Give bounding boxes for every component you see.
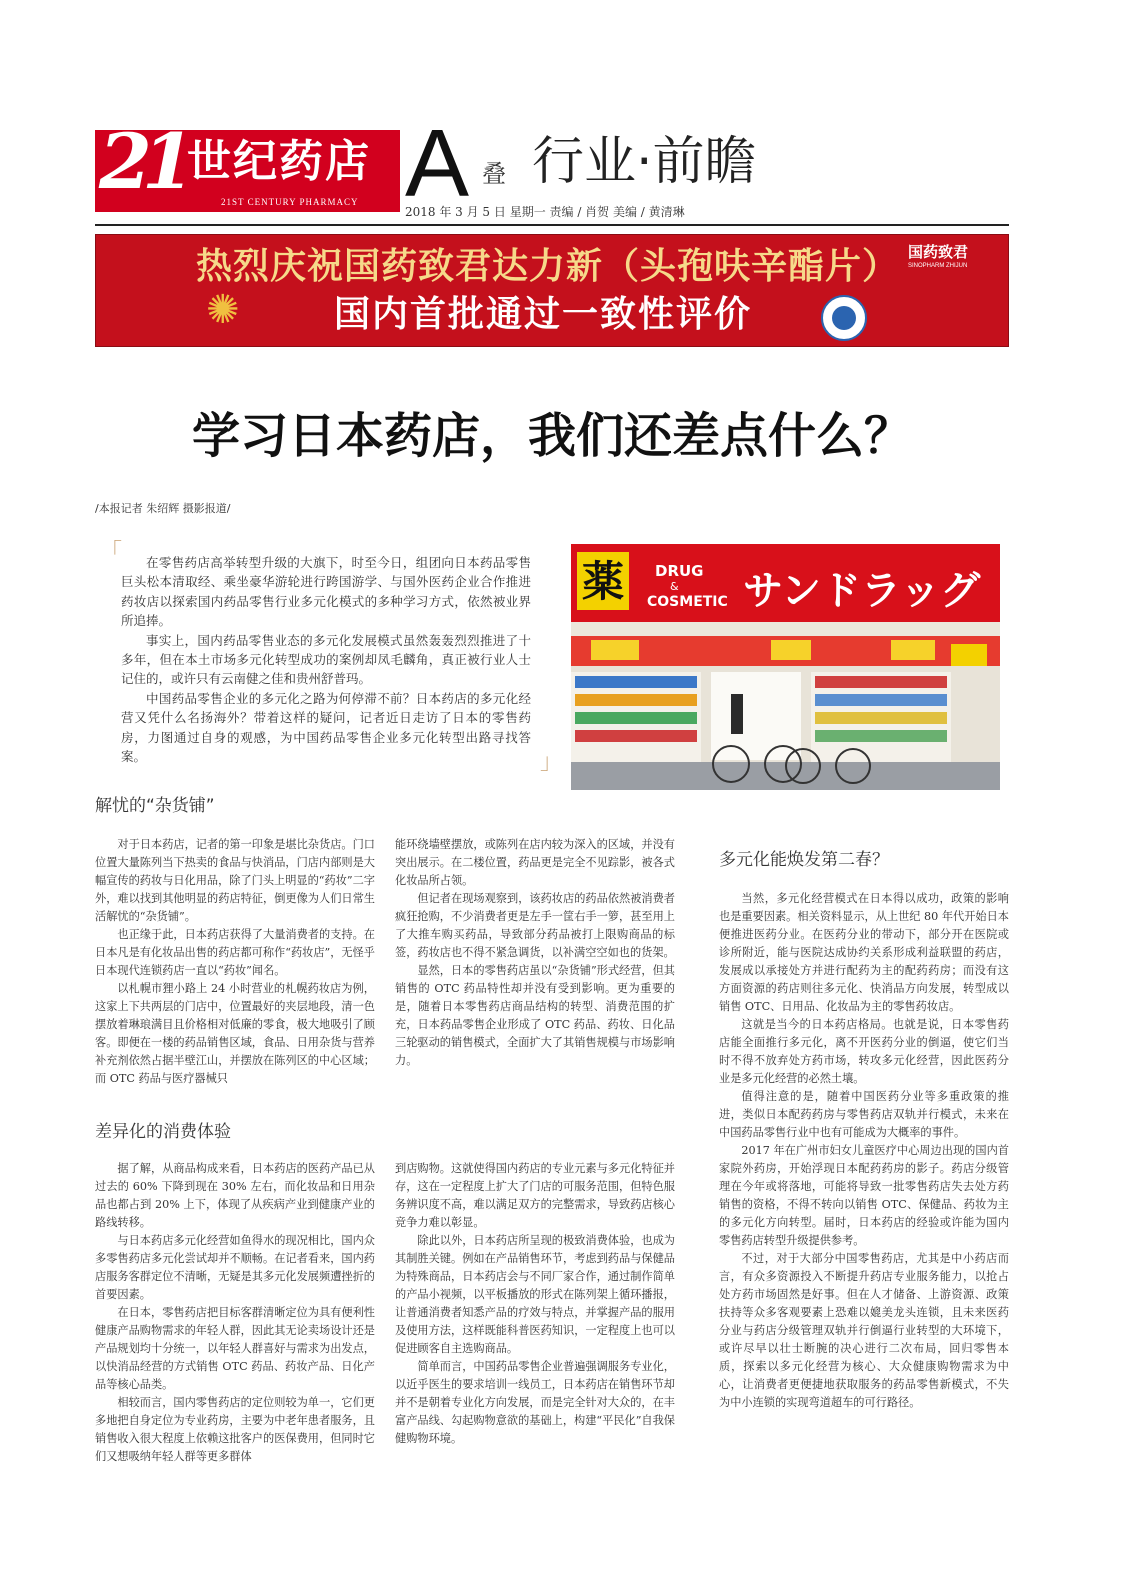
byline: /本报记者 朱绍辉 摄影报道/: [95, 502, 231, 515]
body-paragraph: 这就是当今的日本药店格局。也就是说，日本零售药店能全面推行多元化，离不开医药分业的倒逼，使它们当时不得不放弃处方药市场，转攻多元化经营，因此医药分业是多元化经营的必然土壤。: [719, 1018, 1009, 1085]
body-column: [95, 1160, 375, 1466]
body-paragraph: 据了解，从商品构成来看，日本药店的医药产品已从过去的 60% 下降到现在 30% 左右，而化妆品和日用杂品也都占到 20% 上下，体现了从疾病产业到健康产业的路线转移。: [95, 1162, 375, 1229]
sign-kanji: 薬: [581, 557, 625, 606]
firework-icon: ✺: [206, 287, 240, 333]
sign-katakana: サンドラッグ: [743, 568, 981, 614]
store-photo-illustration: [571, 544, 1000, 790]
logo-subtitle: 21ST CENTURY PHARMACY: [221, 197, 359, 207]
masthead-rule: [95, 224, 1009, 226]
body-paragraph: 与日本药店多元化经营如鱼得水的现况相比，国内众多零售药店多元化尝试却并不顺畅。在记者看来，国内药店服务客群定位不清晰，无疑是其多元化发展频遭挫折的首要因素。: [95, 1234, 375, 1301]
logo-name: 世纪药店: [187, 136, 371, 187]
masthead-logo: [95, 130, 400, 212]
body-paragraph: 简单而言，中国药品零售企业普遍强调服务专业化，以近乎医生的要求培训一线员工，日本药店在销售环节却并不是朝着专业化方向发展，而是完全针对大众的，在丰富产品线、勾起购物意欲的基础上，构建“平民化”自我保健购物环境。: [395, 1360, 675, 1445]
banner-line2: 国内首批通过一致性评价: [334, 294, 753, 335]
edition-letter: A: [405, 110, 470, 217]
body-paragraph: 但记者在现场观察到，该药妆店的药品依然被消费者疯狂抢购，不少消费者更是左手一筐右手一箩，甚至用上了大推车购买药品，导致部分药品被打上限购商品的标签，药妆店也不得不紧急调货，以补满空空如也的货架。: [395, 892, 675, 959]
lead-text: [121, 553, 531, 766]
certification-emblem-icon: [821, 295, 867, 341]
section-heading: 多元化能焕发第二春？: [719, 850, 889, 870]
lead-close-quote: 」: [540, 750, 563, 775]
sign-drug: DRUG: [655, 562, 704, 580]
dateline: 2018 年 3 月 5 日 星期一 责编 / 肖贺 美编 / 黄清琳: [405, 205, 685, 219]
logo-number: 21: [99, 130, 185, 206]
banner-brand: [908, 245, 1004, 269]
body-paragraph: 能环绕墙壁摆放，或陈列在店内较为深入的区域，并没有突出展示。在二楼位置，药品更是完全不见踪影，被各式化妆品所占领。: [395, 838, 675, 887]
lead-paragraph: 事实上，国内药品零售业态的多元化发展模式虽然轰轰烈烈推进了十多年，但在本土市场多元化转型成功的案例却凤毛麟角，真正被行业人士记住的，或许只有云南健之佳和贵州舒普玛。: [121, 632, 531, 687]
body-column: [395, 836, 675, 1070]
lead-paragraph: 中国药品零售企业的多元化之路为何停滞不前？日本药店的多元化经营又凭什么名扬海外？带着这样的疑问，记者近日走访了日本的零售药房，力图通过自身的观感，为中国药品零售企业多元化转型出路寻找答案。: [121, 690, 531, 765]
body-paragraph: 以札幌市狸小路上 24 小时营业的札幌药妆店为例，这家上下共两层的门店中，位置最好的夹层地段，清一色摆放着琳琅满目且价格相对低廉的零食，极大地吸引了顾客。即便在一楼的药品销售区域，食品、日用杂货与营养补充剂依然占据半壁江山，并摆放在陈列区的中心区域；而 OTC 药品与医疗器械只: [95, 982, 375, 1085]
lead-paragraph: 在零售药店高举转型升级的大旗下，时至今日，组团向日本药品零售巨头松本清取经、乘坐豪华游轮进行跨国游学、与国外医药企业合作推进药妆店以探索国内药品零售行业多元化模式的多种学习方式，依然被业界所追捧。: [121, 555, 531, 629]
body-paragraph: 在日本，零售药店把目标客群清晰定位为具有便利性健康产品购物需求的年轻人群，因此其无论卖场设计还是产品规划均十分统一，以年轻人群喜好与需求为出发点，以快消品经营的方式销售 OTC 药品、药妆产品、日化产品等核心品类。: [95, 1306, 375, 1391]
body-paragraph: 当然，多元化经营模式在日本得以成功，政策的影响也是重要因素。相关资料显示，从上世纪 80 年代开始日本便推进医药分业。在医药分业的带动下，部分开在医院或诊所附近，能与医院达成协约关系形成利益联盟的药店，发展成以承接处方并进行配药为主的配药药房；而没有这方面资源的药店则往多元化、快消品方向发展，转型成以销售 OTC、日用品、化妆品为主的零售药妆店。: [719, 892, 1009, 1013]
section-heading: 解忧的“杂货铺”: [95, 796, 215, 816]
banner-brand-name: 国药致君: [908, 243, 969, 261]
body-column: [395, 1160, 675, 1448]
body-paragraph: 对于日本药店，记者的第一印象是堪比杂货店。门口位置大量陈列当下热卖的食品与快消品，门店内部则是大幅宣传的药妆与日化用品，除了门头上明显的“药妆”二字外，难以找到其他明显的药店特征，倒更像为人们日常生活解忧的“杂货铺”。: [95, 838, 375, 923]
sign-amp: &: [670, 580, 679, 593]
section-title: 行业·前瞻: [532, 132, 757, 192]
banner-line1: 热烈庆祝国药致君达力新（头孢呋辛酯片）: [196, 246, 900, 287]
body-paragraph: 显然，日本的零售药店虽以“杂货铺”形式经营，但其销售的 OTC 药品特性却并没有受到影响。更为重要的是，随着日本零售药店商品结构的转型、消费范围的扩充，日本药品零售企业形成了 OTC 药品、药妆、日化品三轮驱动的销售模式，全面扩大了其销售规模与市场影响力。: [395, 964, 675, 1067]
body-paragraph: 不过，对于大部分中国零售药店，尤其是中小药店而言，有众多资源投入不断提升药店专业服务能力，以抢占处方药市场固然是好事。但在人才储备、上游资源、政策扶持等众多客观要素上恐难以媲美龙头连锁，且未来医药分业与药店分级管理双轨并行倒逼行业转型的大环境下，或许尽早以壮士断腕的决心进行二次布局，回归零售本质，探索以多元化经营为核心、大众健康购物需求为中心，让消费者更便捷地获取服务的药品零售新模式，不失为中小连锁的实现弯道超车的可行路径。: [719, 1252, 1009, 1409]
body-column: [95, 836, 375, 1088]
body-paragraph: 值得注意的是，随着中国医药分业等多重政策的推进，类似日本配药药房与零售药店双轨并行模式，未来在中国药品零售行业中也有可能成为大概率的事件。: [719, 1090, 1009, 1139]
store-photo: [571, 544, 1000, 790]
lead-open-quote: 「: [100, 540, 123, 565]
body-column: [719, 890, 1009, 1412]
body-paragraph: 到店购物。这就使得国内药店的专业元素与多元化特征并存，这在一定程度上扩大了门店的可服务范围，但特色服务辨识度不高，难以满足双方的完整需求，导致药店核心竞争力难以彰显。: [395, 1162, 675, 1229]
sign-cosmetic: COSMETIC: [647, 594, 728, 610]
section-heading: 差异化的消费体验: [95, 1122, 231, 1142]
headline: 学习日本药店，我们还差点什么？: [191, 408, 912, 464]
banner-brand-en: SINOPHARM ZHIJUN: [908, 263, 968, 269]
body-paragraph: 2017 年在广州市妇女儿童医疗中心周边出现的国内首家院外药房，开始浮现日本配药药房的影子。药店分级管理在今年或将落地，可能将导致一批零售药店失去处方药销售的资格，不得不转向以销售 OTC、保健品、药妆为主的多元化方向转型。届时，日本药店的经验或许能为国内零售药店转型升级提供参考。: [719, 1144, 1009, 1247]
edition-suffix: 叠: [482, 160, 506, 188]
banner-ad: [95, 234, 1009, 347]
body-paragraph: 相较而言，国内零售药店的定位则较为单一，它们更多地把自身定位为专业药房，主要为中老年患者服务，且销售收入很大程度上依赖这批客户的医保费用，但同时它们又想吸纳年轻人群等更多群体: [95, 1396, 375, 1463]
body-paragraph: 除此以外，日本药店所呈现的极致消费体验，也成为其制胜关键。例如在产品销售环节，考虑到药品与保健品为特殊商品，日本药店会与不同厂家合作，通过制作简单的产品小视频，以平板播放的形式在陈列架上循环播报，让普通消费者知悉产品的疗效与特点，并掌握产品的服用及使用方法，这样既能科普医药知识，一定程度上也可以促进顾客自主选购商品。: [395, 1234, 675, 1355]
body-paragraph: 也正缘于此，日本药店获得了大量消费者的支持。在日本凡是有化妆品出售的药店都可称作“药妆店”，无怪乎日本现代连锁药店一直以“药妆”闻名。: [95, 928, 375, 977]
